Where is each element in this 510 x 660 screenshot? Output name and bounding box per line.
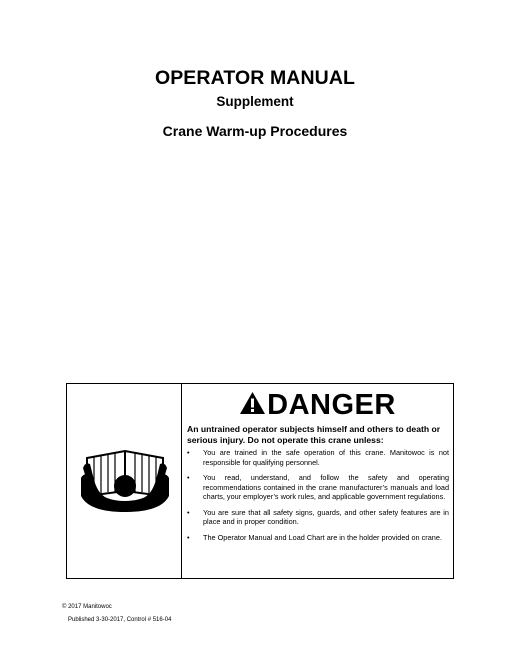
bullet: • bbox=[187, 448, 190, 457]
list-item-text: The Operator Manual and Load Chart are in the holder provided on crane. bbox=[203, 532, 442, 542]
document-title: OPERATOR MANUAL bbox=[154, 67, 356, 89]
danger-signal-word: DANGER bbox=[267, 389, 396, 421]
list-item bbox=[187, 533, 449, 543]
danger-safety-panel bbox=[66, 383, 454, 579]
document-subtitle: Supplement bbox=[216, 94, 294, 109]
danger-requirements-list bbox=[187, 448, 449, 548]
list-item bbox=[187, 508, 449, 527]
list-item bbox=[187, 448, 449, 467]
list-item-text: You read, understand, and follow the safety and operating recommendations contained in the crane manufacturer’s manuals and load charts, your employer’s work rules, and applicable government regulations. bbox=[203, 473, 449, 501]
bullet: • bbox=[187, 473, 190, 482]
operator-reading-manual-icon bbox=[81, 434, 169, 512]
publication-info: Published 3-30-2017, Control # 516-04 bbox=[68, 617, 172, 623]
warning-triangle-icon bbox=[239, 391, 266, 415]
list-item-text: You are trained in the safe operation of this crane. Manitowoc is not responsible for qualifying personnel. bbox=[203, 448, 449, 467]
danger-lead-text: An untrained operator subjects himself and others to death or serious injury. Do not operate this crane unless: bbox=[187, 424, 441, 445]
bullet: • bbox=[187, 532, 190, 542]
document-topic: Crane Warm-up Procedures bbox=[162, 123, 348, 139]
bullet: • bbox=[187, 507, 190, 517]
copyright-notice: © 2017 Manitowoc bbox=[62, 604, 112, 610]
list-item-text: You are sure that all safety signs, guards, and other safety features are in place and in proper condition. bbox=[203, 507, 449, 526]
danger-text-panel bbox=[182, 384, 453, 578]
danger-header bbox=[182, 388, 453, 422]
danger-figure-panel bbox=[67, 384, 182, 578]
list-item bbox=[187, 473, 449, 502]
